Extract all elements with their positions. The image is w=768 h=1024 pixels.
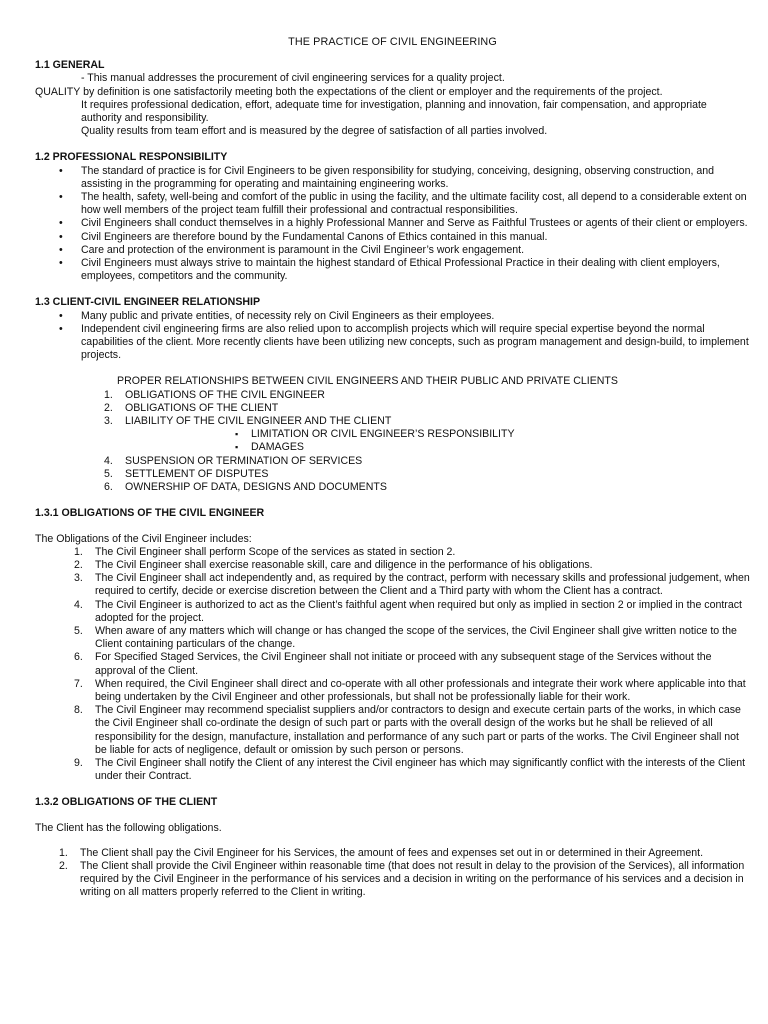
list-item: ▪ DAMAGES: [251, 441, 750, 454]
item-number: 1.: [104, 388, 113, 401]
list-item: • Civil Engineers shall conduct themselves in a highly Professional Manner and Serve as Faithful Trustees or agents of their client or employers.: [81, 217, 750, 230]
list-item: ▪ LIMITATION OR CIVIL ENGINEER’S RESPONSIBILITY: [251, 428, 750, 441]
list-item: • Civil Engineers are therefore bound by the Fundamental Canons of Ethics contained in this manual.: [81, 231, 750, 244]
list-item: [104, 401, 750, 415]
item-number: 1.: [59, 846, 68, 859]
item-number: 9.: [74, 756, 83, 769]
list-item: [74, 704, 750, 757]
item-number: 5.: [104, 467, 113, 480]
list-item: [74, 624, 750, 651]
item-text: When required, the Civil Engineer shall direct and co-operate with all other professionals and integrate their work where applicable into that being undertaken by the Civil Engineer and other professionals, but shall not be professionally liable for their work.: [95, 677, 746, 703]
list-item: [74, 651, 750, 677]
item-text: OBLIGATIONS OF THE CLIENT: [125, 401, 279, 414]
item-number: 6.: [74, 651, 83, 664]
item-number: 3.: [104, 415, 113, 428]
item-number: 3.: [74, 572, 83, 585]
item-text: SUSPENSION OR TERMINATION OF SERVICES: [125, 454, 363, 467]
list-item: • Many public and private entities, of necessity rely on Civil Engineers as their employees.: [81, 310, 750, 323]
obligations-engineer-intro: The Obligations of the Civil Engineer includes:: [35, 532, 252, 545]
list-item: [74, 756, 750, 783]
list-item: • The standard of practice is for Civil Engineers to be given responsibility for studying, conceiving, designing, observing construction, and assisting in the programming for operating and maintaining engineering works.: [81, 165, 750, 191]
item-text: When aware of any matters which will change or has changed the scope of the services, the Civil Engineer shall give written notice to the Client containing particulars of the change.: [95, 624, 737, 651]
list-item: [104, 415, 750, 428]
relationship-list-b: [35, 455, 750, 495]
item-number: 4.: [104, 454, 113, 467]
item-text: OBLIGATIONS OF THE CIVIL ENGINEER: [125, 388, 325, 401]
list-item: [104, 388, 750, 402]
item-text: For Specified Staged Services, the Civil Engineer shall not initiate or proceed with any subsequent stage of the Services without the approval of the Client.: [95, 651, 712, 677]
obligations-engineer-list: [35, 546, 750, 784]
item-number: 7.: [74, 677, 83, 690]
item-number: 6.: [104, 481, 113, 494]
section-heading-obligations-engineer: 1.3.1 OBLIGATIONS OF THE CIVIL ENGINEER: [35, 507, 265, 520]
item-number: 2.: [59, 859, 68, 872]
obligations-client-intro: The Client has the following obligations.: [35, 821, 222, 834]
list-item: [74, 545, 750, 559]
list-item: • Care and protection of the environment is paramount in the Civil Engineer’s work engagement.: [81, 244, 750, 257]
section-heading-general: 1.1 GENERAL: [35, 59, 105, 72]
list-item: [74, 598, 750, 625]
item-text: The Civil Engineer shall exercise reasonable skill, care and diligence in the performance of his obligations.: [95, 558, 593, 571]
item-number: 1.: [74, 545, 83, 558]
document-title: THE PRACTICE OF CIVIL ENGINEERING: [288, 36, 497, 48]
proper-relationships-heading: PROPER RELATIONSHIPS BETWEEN CIVIL ENGINEERS AND THEIR PUBLIC AND PRIVATE CLIENTS: [117, 375, 618, 388]
item-number: 4.: [74, 598, 83, 611]
list-item: [74, 677, 750, 704]
item-number: 2.: [104, 401, 113, 414]
list-item: [104, 467, 750, 481]
list-item: [59, 846, 750, 860]
general-line: It requires professional dedication, effort, adequate time for investigation, planning and innovation, fair compensation, and appropriate authority and responsibility.: [81, 98, 707, 125]
general-line: QUALITY by definition is one satisfactorily meeting both the expectations of the client or employer and the requirements of the project.: [35, 85, 663, 98]
section-heading-professional: 1.2 PROFESSIONAL RESPONSIBILITY: [35, 151, 228, 164]
item-text: The Client shall provide the Civil Engineer within reasonable time (that does not result in delay to the provision of the Services), all information required by the Civil Engineer in the performance of his services and a decision in writing on the performance of his services and a decision in writing on all matters properly referred to the Client in writing.: [80, 859, 745, 899]
item-text: SETTLEMENT OF DISPUTES: [125, 467, 269, 480]
item-text: The Client shall pay the Civil Engineer for his Services, the amount of fees and expenses set out in or determined in their Agreement.: [80, 846, 704, 859]
item-text: The Civil Engineer is authorized to act as the Client’s faithful agent when required but only as implied in section 2 or implied in the contract adopted for the project.: [95, 598, 742, 624]
section-heading-obligations-client: 1.3.2 OBLIGATIONS OF THE CLIENT: [35, 796, 218, 809]
obligations-client-list: [35, 847, 750, 900]
list-item: • Civil Engineers must always strive to maintain the highest standard of Ethical Professional Practice in their dealing with client employers, employees, competitors and the community.: [81, 257, 750, 283]
list-item: [74, 572, 750, 598]
relationship-list-a: [35, 389, 750, 429]
section-heading-relationship: 1.3 CLIENT-CIVIL ENGINEER RELATIONSHIP: [35, 296, 261, 309]
item-text: The Civil Engineer shall act independently and, as required by the contract, perform with necessary skills and professional judgement, when required to certify, decide or exercise discretion between the Client and a Third party with whom the Client has a contract.: [95, 572, 750, 598]
professional-bullets: [35, 165, 750, 284]
general-line: Quality results from team effort and is measured by the degree of satisfaction of all parties involved.: [81, 125, 548, 138]
item-number: 2.: [74, 558, 83, 571]
relationship-bullets: [35, 310, 750, 363]
item-number: 5.: [74, 624, 83, 637]
list-item: [59, 859, 750, 900]
list-item: [104, 454, 750, 468]
list-item: • Independent civil engineering firms are also relied upon to accomplish projects which will require special expertise beyond the normal capabilities of the client. More recently clients have been utilizing new concepts, such as program management and design-build, to implement projects.: [81, 323, 750, 363]
item-text: The Civil Engineer may recommend specialist suppliers and/or contractors to design and execute certain parts of the works, in which case the Civil Engineer shall co-ordinate the design of such part or parts with the overall design of the works but he shall be relieved of all responsibility for the design, manufacture, installation and performance of any such part or parts of the works. The Civil Engineer shall not be liable for acts of negligence, default or omission by such person or persons.: [95, 704, 741, 756]
list-item: • The health, safety, well-being and comfort of the public in using the facility, and the ultimate facility cost, all depend to a considerable extent on how well members of the project team fulfill their professional and contractual responsibilities.: [81, 191, 750, 217]
list-item: [74, 558, 750, 572]
item-text: OWNERSHIP OF DATA, DESIGNS AND DOCUMENTS: [125, 481, 387, 494]
item-text: The Civil Engineer shall notify the Client of any interest the Civil engineer has which may significantly conflict with the interests of the Client under their Contract.: [95, 756, 746, 783]
list-item: [104, 481, 750, 494]
item-number: 8.: [74, 704, 83, 717]
general-line: - This manual addresses the procurement of civil engineering services for a quality project.: [81, 72, 505, 85]
liability-sub-items: [35, 428, 750, 454]
item-text: LIABILITY OF THE CIVIL ENGINEER AND THE CLIENT: [125, 415, 392, 428]
item-text: The Civil Engineer shall perform Scope of the services as stated in section 2.: [95, 545, 456, 558]
